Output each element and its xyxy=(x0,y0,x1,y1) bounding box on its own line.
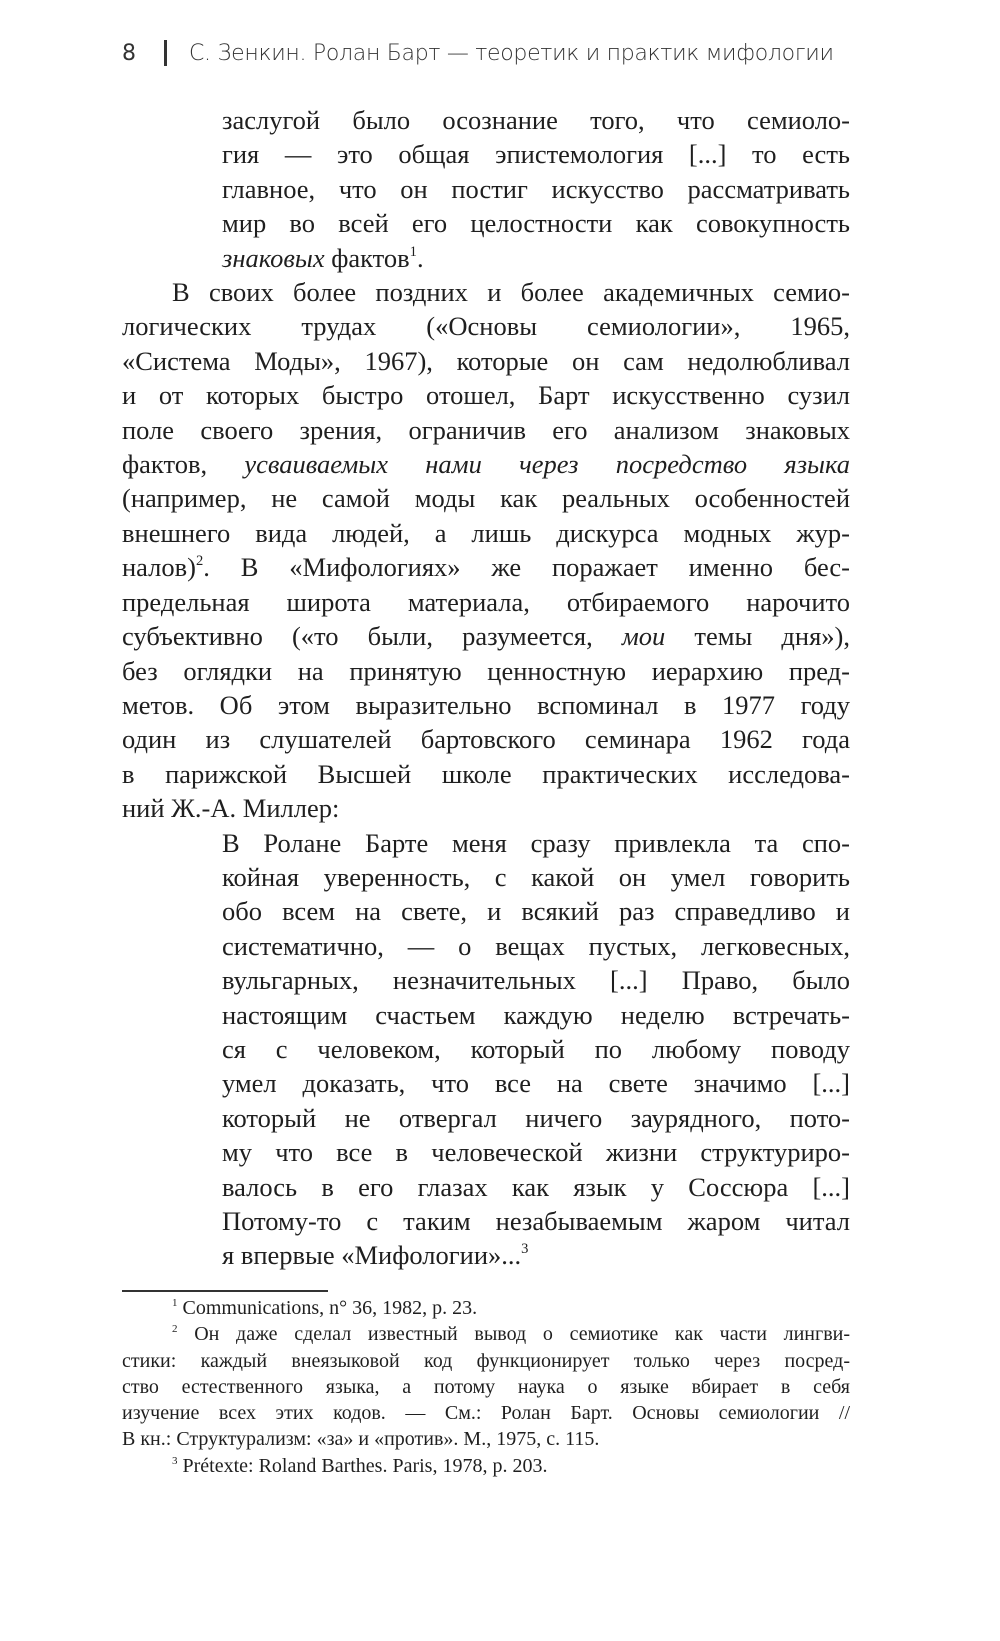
text-run: темы дня»), xyxy=(665,621,850,652)
text-line xyxy=(222,894,850,928)
footnote-line xyxy=(172,1453,850,1479)
text-run: без оглядки на принятую ценностную иерархию пред- xyxy=(122,655,850,686)
running-header xyxy=(122,40,834,66)
text-line xyxy=(222,1135,850,1169)
footnote xyxy=(122,1453,850,1479)
page-number: 8 xyxy=(122,40,136,66)
text-line xyxy=(172,275,850,309)
text-run: Prétexte: Roland Barthes. Paris, 1978, p. 203. xyxy=(177,1454,548,1477)
text-line xyxy=(222,137,850,171)
text-run: фактов xyxy=(324,242,410,273)
text-run: ний Ж.-А. Миллер: xyxy=(122,793,340,824)
text-line xyxy=(222,826,850,860)
text-line xyxy=(122,585,850,619)
text-run: Потому-то с таким незабываемым жаром читал xyxy=(222,1206,850,1236)
text-run: Он даже сделал известный вывод о семиотике как части лингви- xyxy=(177,1323,850,1346)
block-quote xyxy=(122,103,850,275)
footnote-line xyxy=(122,1374,850,1400)
footnote-ref: 2 xyxy=(172,1323,178,1336)
text-line xyxy=(122,722,850,756)
footnote xyxy=(122,1321,850,1452)
text-line xyxy=(122,344,850,378)
header-divider xyxy=(164,40,167,66)
text-run: я впервые «Мифологии»... xyxy=(222,1240,522,1271)
text-line xyxy=(222,1238,850,1272)
main-text xyxy=(122,103,850,1273)
text-line xyxy=(122,791,850,825)
text-run: один из слушателей бартовского семинара 1962 года xyxy=(122,724,850,755)
text-line xyxy=(122,757,850,791)
text-run: в парижской Высшей школе практических исследова- xyxy=(122,758,850,789)
block-quote xyxy=(122,826,850,1273)
text-run: койная уверенность, с какой он умел говорить xyxy=(222,861,850,892)
text-run: изучение всех этих кодов. — См.: Ролан Барт. Основы семиологии // xyxy=(122,1402,850,1425)
text-line xyxy=(222,1066,850,1100)
text-line xyxy=(222,1101,850,1135)
text-line xyxy=(222,963,850,997)
footnote-line xyxy=(172,1295,850,1321)
paragraph xyxy=(122,275,850,826)
text-run: «Система Моды», 1967), которые он сам недолюбливал xyxy=(122,345,850,376)
italic-text: мои xyxy=(621,621,666,652)
text-run: заслугой было осознание того, что семиоло- xyxy=(222,105,850,135)
text-line xyxy=(222,241,850,275)
text-run: систематично, — о вещах пустых, легковесных, xyxy=(222,930,850,961)
text-run: В кн.: Структурализм: «за» и «против». М., 1975, с. 115. xyxy=(122,1428,600,1451)
italic-text: знаковых xyxy=(222,242,325,273)
text-line xyxy=(222,929,850,963)
text-run: налов) xyxy=(122,552,196,583)
footnote-ref: 3 xyxy=(521,1241,529,1258)
text-line xyxy=(122,309,850,343)
footnote-line xyxy=(122,1348,850,1374)
text-run: главное, что он постиг искусство рассматривать xyxy=(222,173,850,204)
text-line xyxy=(122,688,850,722)
footnote-line xyxy=(172,1321,850,1347)
text-run: поле своего зрения, ограничив его анализом знаковых xyxy=(122,414,850,445)
text-run: мир во всей его целостности как совокупность xyxy=(222,208,850,239)
text-run: вульгарных, незначительных [...] Право, было xyxy=(222,965,850,996)
footnote-line xyxy=(122,1400,850,1426)
text-line xyxy=(122,654,850,688)
running-title: С. Зенкин. Ролан Барт — теоретик и практик мифологии xyxy=(189,40,834,66)
footnote-ref: 2 xyxy=(196,553,204,570)
text-line xyxy=(222,860,850,894)
text-run: валось в его глазах как язык у Соссюра [...] xyxy=(222,1171,850,1202)
italic-text: усваиваемых нами через посредство языка xyxy=(244,449,850,480)
footnote-ref: 1 xyxy=(172,1296,178,1309)
text-run: . В «Мифологиях» же поражает именно бес- xyxy=(203,552,850,583)
text-run: и от которых быстро отошел, Барт искусственно сузил xyxy=(122,380,850,411)
text-run: обо всем на свете, и всякий раз справедливо и xyxy=(222,896,850,927)
footnote xyxy=(122,1295,850,1321)
footnote-line xyxy=(122,1426,850,1452)
footnotes xyxy=(122,1295,850,1479)
text-run: . xyxy=(416,242,424,273)
text-run: ся с человеком, который по любому поводу xyxy=(222,1033,850,1064)
text-run: внешнего вида людей, а лишь дискурса модных жур- xyxy=(122,517,850,548)
text-line xyxy=(222,998,850,1032)
text-line xyxy=(222,1204,850,1238)
text-line xyxy=(222,103,850,137)
text-run: фактов, xyxy=(122,449,245,480)
text-run: (например, не самой моды как реальных особенностей xyxy=(122,483,850,514)
text-line xyxy=(122,516,850,550)
footnote-ref: 1 xyxy=(409,243,417,260)
text-run: Communications, n° 36, 1982, p. 23. xyxy=(177,1297,478,1319)
text-run: который не отвергал ничего заурядного, пото- xyxy=(222,1102,850,1133)
text-run: В Ролане Барте меня сразу привлекла та спо- xyxy=(222,827,850,858)
text-run: ство естественного языка, а потому наука о языке вбирает в себя xyxy=(122,1375,850,1398)
text-run: стики: каждый внеязыковой код функционирует только через посред- xyxy=(122,1349,850,1372)
text-run: метов. Об этом выразительно вспоминал в 1977 году xyxy=(122,689,850,720)
text-line xyxy=(222,1170,850,1204)
text-run: му что все в человеческой жизни структуриро- xyxy=(222,1137,850,1168)
footnote-ref: 3 xyxy=(172,1454,178,1467)
text-line xyxy=(122,481,850,515)
text-run: предельная широта материала, отбираемого нарочито xyxy=(122,586,850,617)
text-run: умел доказать, что все на свете значимо [...] xyxy=(222,1068,850,1099)
text-line xyxy=(122,378,850,412)
text-line xyxy=(222,206,850,240)
text-run: В своих более поздних и более академичных семио- xyxy=(172,277,850,308)
text-line xyxy=(122,413,850,447)
text-line xyxy=(122,619,850,653)
text-line xyxy=(222,1032,850,1066)
text-line xyxy=(122,447,850,481)
text-run: логических трудах («Основы семиологии», 1965, xyxy=(122,311,850,342)
text-run: настоящим счастьем каждую неделю встречать- xyxy=(222,999,850,1030)
text-line xyxy=(222,172,850,206)
text-line xyxy=(122,550,850,584)
footnote-rule xyxy=(122,1290,328,1292)
text-run: гия — это общая эпистемология [...] то есть xyxy=(222,139,850,170)
text-run: субъективно («то были, разумеется, xyxy=(122,621,622,652)
